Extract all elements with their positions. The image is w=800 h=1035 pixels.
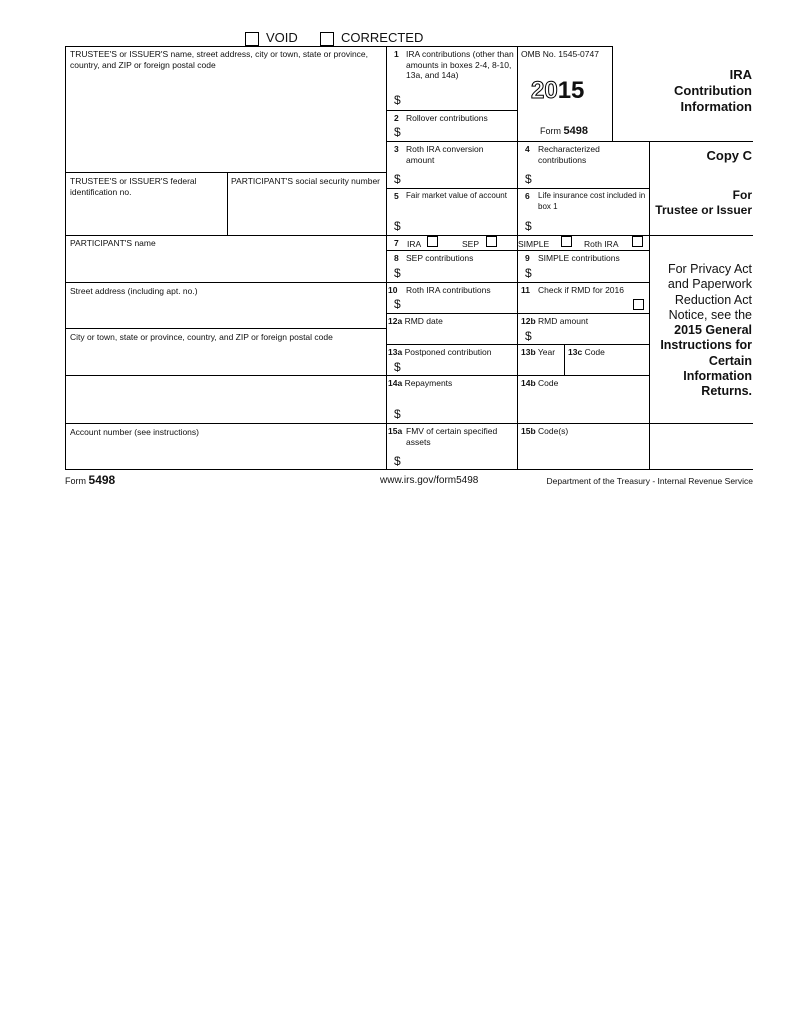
box-10-text: Roth IRA contributions (406, 285, 491, 295)
box-9-text: SIMPLE contributions (538, 253, 620, 263)
footer-form-label: Form 5498 (65, 473, 116, 487)
box-4-num: 4 (525, 144, 530, 154)
box-15b-label: 15b Code(s) (521, 426, 569, 436)
box-10-dollar: $ (394, 297, 401, 311)
account-number-label: Account number (see instructions) (70, 427, 199, 437)
box-6-num: 6 (525, 191, 530, 201)
box-7-ira-checkbox[interactable] (427, 236, 438, 247)
footer-url[interactable]: www.irs.gov/form5498 (380, 475, 479, 486)
participant-name-label: PARTICIPANT'S name (70, 238, 156, 248)
box-12b-label: 12b RMD amount (521, 316, 589, 326)
box-9-dollar: $ (525, 266, 532, 280)
box-5-dollar: $ (394, 219, 401, 233)
box-6-text: Life insurance cost included in box 1 (538, 191, 646, 211)
box-2-dollar: $ (394, 125, 401, 139)
corrected-label: CORRECTED (341, 30, 424, 45)
box-11-num: 11 (521, 285, 530, 295)
box-4-text: Recharacterized contributions (538, 144, 600, 165)
box-13a-dollar: $ (394, 360, 401, 374)
box-4-dollar: $ (525, 172, 532, 186)
box-7-sep-checkbox[interactable] (486, 236, 497, 247)
corrected-checkbox[interactable] (320, 32, 334, 46)
omb-form-label: Form 5498 (540, 125, 588, 137)
box-8-num: 8 (394, 253, 399, 263)
for-trustee-label: For Trustee or Issuer (655, 188, 752, 217)
box-11-text: Check if RMD for 2016 (538, 285, 624, 295)
trustee-info-label: TRUSTEE'S or ISSUER'S name, street address, city or town, state or province, country, and ZIP or foreign postal code (70, 49, 369, 70)
void-checkbox[interactable] (245, 32, 259, 46)
box-8-dollar: $ (394, 266, 401, 280)
box-7-num: 7 (394, 238, 399, 248)
trustee-federal-id-label: TRUSTEE'S or ISSUER'S federal identification no. (70, 176, 197, 197)
box-12a-label: 12a RMD date (388, 316, 443, 326)
box-1-text: IRA contributions (other than amounts in boxes 2-4, 8-10, 13a, and 14a) (406, 49, 514, 80)
box-2-text: Rollover contributions (406, 113, 488, 123)
street-address-label: Street address (including apt. no.) (70, 286, 198, 296)
box-13a-label: 13a Postponed contribution (388, 347, 492, 357)
box-2-num: 2 (394, 113, 399, 123)
box-6-dollar: $ (525, 219, 532, 233)
box-3-text: Roth IRA conversion amount (406, 144, 484, 165)
box-11-checkbox[interactable] (633, 299, 644, 310)
box-12b-dollar: $ (525, 329, 532, 343)
box-7-simple-label: SIMPLE (518, 239, 550, 249)
box-13b-label: 13b Year (521, 347, 556, 357)
box-9-num: 9 (525, 253, 530, 263)
box-15a-text: FMV of certain specified assets (406, 426, 498, 447)
box-3-num: 3 (394, 144, 399, 154)
box-1-dollar: $ (394, 93, 401, 107)
box-14a-dollar: $ (394, 407, 401, 421)
omb-number: OMB No. 1545-0747 (521, 49, 599, 59)
box-1-label: 1 (394, 49, 399, 59)
box-14a-label: 14a Repayments (388, 378, 453, 388)
city-label: City or town, state or province, country, and ZIP or foreign postal code (70, 332, 333, 342)
box-8-text: SEP contributions (406, 253, 474, 263)
copy-label: Copy C (706, 148, 752, 163)
box-10-num: 10 (388, 285, 398, 295)
box-5-text: Fair market value of account (406, 191, 507, 200)
form-title: IRA Contribution Information (674, 67, 752, 114)
box-15a-num: 15a (388, 426, 403, 436)
box-14b-label: 14b Code (521, 378, 559, 388)
footer-department: Department of the Treasury - Internal Revenue Service (546, 476, 753, 486)
box-7-ira-label: IRA (407, 239, 422, 249)
void-label: VOID (266, 30, 298, 45)
box-13c-label: 13c Code (568, 347, 605, 357)
box-7-roth-checkbox[interactable] (632, 236, 643, 247)
box-15a-dollar: $ (394, 454, 401, 468)
box-7-roth-label: Roth IRA (584, 239, 619, 249)
box-3-dollar: $ (394, 172, 401, 186)
box-7-sep-label: SEP (462, 239, 480, 249)
tax-year: 2015 (531, 77, 585, 104)
box-5-num: 5 (394, 191, 399, 201)
participant-ssn-label: PARTICIPANT'S social security number (231, 176, 380, 186)
box-7-simple-checkbox[interactable] (561, 236, 572, 247)
privacy-notice: For Privacy Act and Paperwork Reduction Act Notice, see the 2015 General Instructions for Certain Information Returns. (660, 262, 752, 399)
